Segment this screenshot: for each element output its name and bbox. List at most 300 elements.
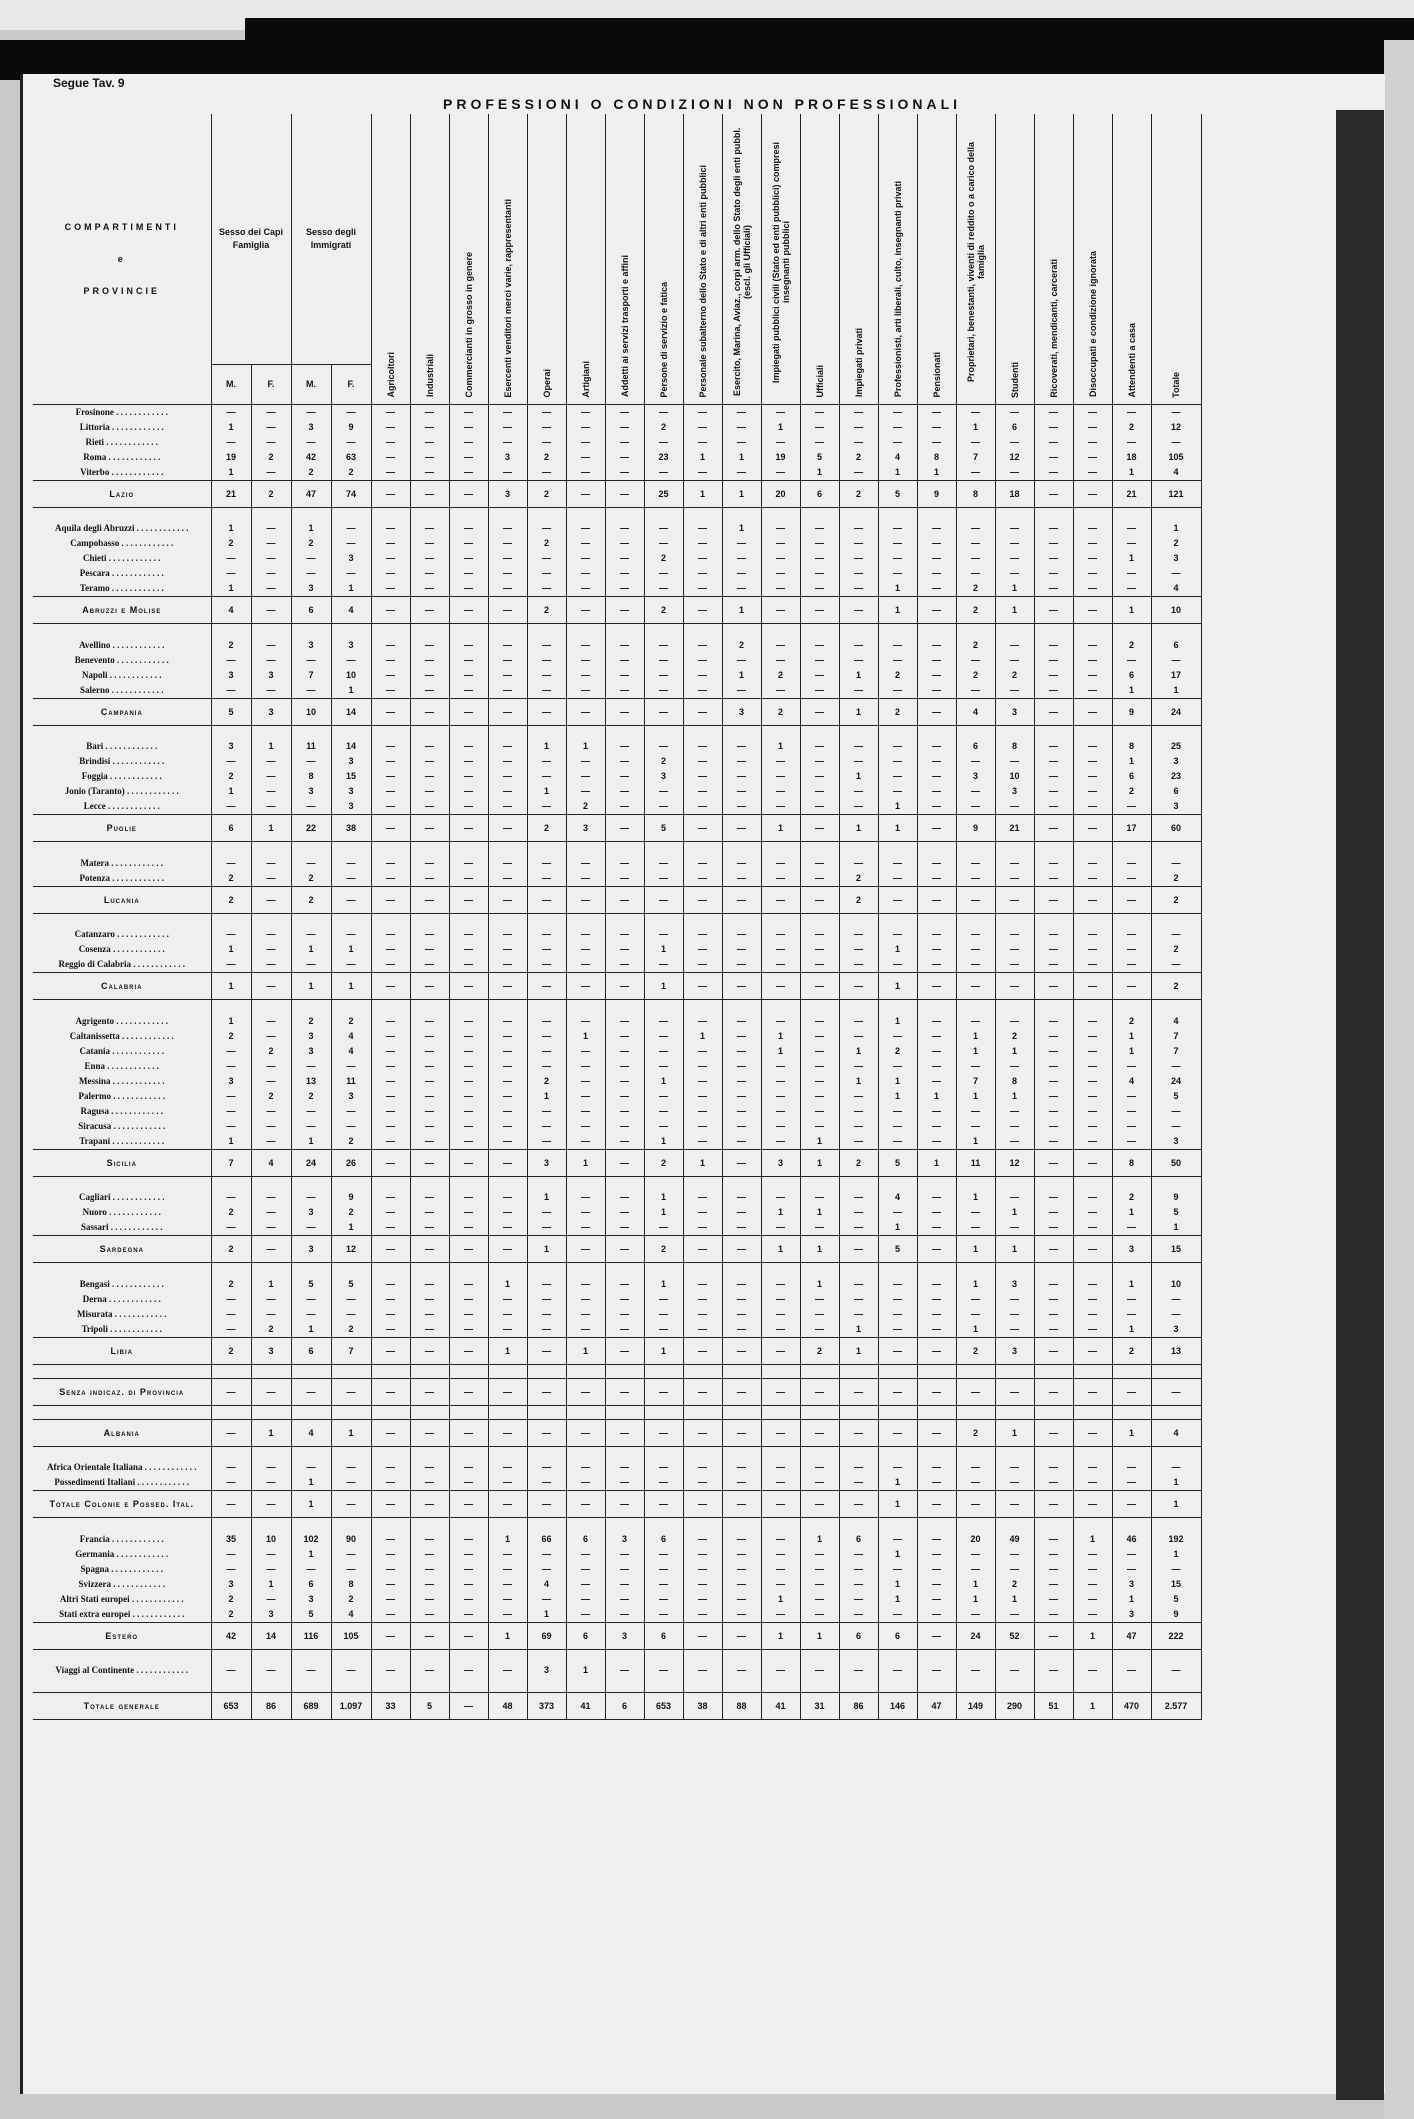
- value-cell: —: [1073, 1149, 1112, 1176]
- row-label-header: [33, 114, 211, 404]
- value-cell: —: [291, 1119, 331, 1134]
- spacer-cell: [683, 1176, 722, 1190]
- value-cell: 1: [878, 1074, 917, 1089]
- value-cell: —: [331, 1460, 371, 1475]
- value-cell: —: [956, 653, 995, 668]
- value-cell: 3: [331, 638, 371, 653]
- value-cell: —: [251, 404, 291, 420]
- value-cell: —: [1034, 638, 1073, 653]
- value-cell: 21: [995, 815, 1034, 842]
- value-cell: —: [527, 465, 566, 481]
- value-cell: —: [1073, 1134, 1112, 1150]
- value-cell: —: [449, 1592, 488, 1607]
- value-cell: —: [839, 1277, 878, 1292]
- spacer-cell: [291, 1649, 331, 1663]
- province-row: [33, 739, 1201, 754]
- value-cell: —: [1073, 957, 1112, 973]
- value-cell: —: [449, 480, 488, 507]
- value-cell: —: [956, 942, 995, 957]
- value-cell: —: [488, 1491, 527, 1518]
- value-cell: —: [371, 1460, 410, 1475]
- value-cell: —: [488, 465, 527, 481]
- value-cell: —: [644, 871, 683, 887]
- value-cell: —: [878, 784, 917, 799]
- spacer-cell: [449, 1364, 488, 1378]
- value-cell: —: [761, 1419, 800, 1446]
- spacer-cell: [527, 507, 566, 521]
- value-cell: 653: [644, 1692, 683, 1719]
- value-cell: —: [722, 1059, 761, 1074]
- value-cell: —: [761, 1460, 800, 1475]
- value-cell: —: [683, 1460, 722, 1475]
- value-cell: —: [1151, 856, 1201, 871]
- value-cell: —: [1112, 1104, 1151, 1119]
- value-cell: 1: [644, 942, 683, 957]
- spacer-cell: [527, 1263, 566, 1277]
- value-cell: —: [800, 1378, 839, 1405]
- value-cell: —: [527, 1547, 566, 1562]
- value-cell: —: [917, 1475, 956, 1491]
- value-cell: 6: [1112, 668, 1151, 683]
- spacer-cell: [605, 1000, 644, 1014]
- spacer-cell: [1073, 1405, 1112, 1419]
- value-cell: —: [251, 1134, 291, 1150]
- value-cell: 15: [1151, 1236, 1201, 1263]
- value-cell: —: [839, 404, 878, 420]
- spacer-cell: [800, 842, 839, 856]
- spacer-cell: [878, 1263, 917, 1277]
- province-name: Jonio (Taranto) . . . . . . . . . . . .: [33, 784, 211, 799]
- spacer-cell: [800, 1364, 839, 1378]
- value-cell: —: [566, 1236, 605, 1263]
- value-cell: —: [291, 1562, 331, 1577]
- value-cell: —: [211, 1044, 251, 1059]
- value-cell: —: [488, 1236, 527, 1263]
- spacer-cell: [331, 1263, 371, 1277]
- value-cell: —: [956, 784, 995, 799]
- value-cell: —: [449, 404, 488, 420]
- spacer-cell: [211, 1649, 251, 1663]
- value-cell: 1: [917, 465, 956, 481]
- value-cell: —: [917, 668, 956, 683]
- value-cell: —: [371, 1663, 410, 1678]
- province-name: Messina . . . . . . . . . . . .: [33, 1074, 211, 1089]
- total-row: [33, 1692, 1201, 1719]
- value-cell: —: [761, 435, 800, 450]
- value-cell: —: [449, 1190, 488, 1205]
- spacer-cell: [1151, 1446, 1201, 1460]
- value-cell: —: [449, 551, 488, 566]
- value-cell: —: [410, 815, 449, 842]
- spacer-cell: [917, 507, 956, 521]
- spacer-cell: [291, 624, 331, 638]
- spacer-cell: [683, 1518, 722, 1532]
- value-cell: —: [527, 668, 566, 683]
- value-cell: —: [410, 521, 449, 536]
- province-row: [33, 1577, 1201, 1592]
- spacer-cell: [331, 1446, 371, 1460]
- spacer-cell: [1073, 1518, 1112, 1532]
- spacer-cell: [644, 507, 683, 521]
- value-cell: —: [683, 1337, 722, 1364]
- value-cell: 2: [211, 871, 251, 887]
- spacer-cell: [291, 1678, 331, 1692]
- value-cell: —: [371, 856, 410, 871]
- spacer-cell: [995, 842, 1034, 856]
- value-cell: —: [566, 1491, 605, 1518]
- value-cell: —: [1034, 450, 1073, 465]
- value-cell: 3: [1151, 799, 1201, 815]
- value-cell: —: [839, 566, 878, 581]
- value-cell: —: [917, 638, 956, 653]
- value-cell: —: [1073, 1220, 1112, 1236]
- spacer-cell: [33, 1678, 211, 1692]
- value-cell: —: [1034, 815, 1073, 842]
- spacer-cell: [605, 1518, 644, 1532]
- value-cell: —: [371, 1607, 410, 1623]
- value-cell: —: [683, 521, 722, 536]
- profession-label: Pensionati: [931, 351, 942, 398]
- value-cell: —: [371, 871, 410, 887]
- spacer-cell: [251, 1364, 291, 1378]
- profession-label: Addetti ai servizi trasporti e affini: [619, 255, 630, 398]
- value-cell: —: [449, 957, 488, 973]
- spacer-cell: [839, 725, 878, 739]
- value-cell: 1: [291, 973, 331, 1000]
- value-cell: —: [761, 1119, 800, 1134]
- province-name: Rieti . . . . . . . . . . . .: [33, 435, 211, 450]
- value-cell: —: [211, 799, 251, 815]
- value-cell: —: [917, 435, 956, 450]
- spacer-cell: [917, 1649, 956, 1663]
- value-cell: —: [683, 1592, 722, 1607]
- value-cell: —: [683, 871, 722, 887]
- value-cell: —: [488, 1307, 527, 1322]
- profession-header: [449, 114, 488, 404]
- value-cell: —: [251, 1592, 291, 1607]
- value-cell: —: [211, 1562, 251, 1577]
- province-row: [33, 1547, 1201, 1562]
- value-cell: 2: [211, 1277, 251, 1292]
- value-cell: 1: [527, 784, 566, 799]
- spacer-cell: [1151, 725, 1201, 739]
- value-cell: —: [527, 799, 566, 815]
- value-cell: —: [527, 973, 566, 1000]
- value-cell: —: [878, 1378, 917, 1405]
- value-cell: —: [605, 927, 644, 942]
- value-cell: —: [331, 521, 371, 536]
- value-cell: 51: [1034, 1692, 1073, 1719]
- spacer-cell: [644, 1364, 683, 1378]
- value-cell: —: [605, 754, 644, 769]
- value-cell: —: [566, 698, 605, 725]
- value-cell: —: [410, 942, 449, 957]
- spacer-cell: [331, 1176, 371, 1190]
- value-cell: —: [917, 1044, 956, 1059]
- value-cell: —: [1073, 698, 1112, 725]
- value-cell: —: [371, 1378, 410, 1405]
- value-cell: —: [917, 799, 956, 815]
- value-cell: —: [956, 1059, 995, 1074]
- province-name: Salerno . . . . . . . . . . . .: [33, 683, 211, 699]
- value-cell: —: [449, 1562, 488, 1577]
- value-cell: —: [371, 1475, 410, 1491]
- value-cell: —: [527, 1044, 566, 1059]
- value-cell: —: [839, 1292, 878, 1307]
- value-cell: —: [410, 856, 449, 871]
- value-cell: 1: [956, 1236, 995, 1263]
- spacer-cell: [211, 1678, 251, 1692]
- value-cell: —: [527, 566, 566, 581]
- spacer-row: [33, 1518, 1201, 1532]
- value-cell: —: [683, 1532, 722, 1547]
- value-cell: —: [644, 1044, 683, 1059]
- profession-label: Operai: [541, 368, 552, 398]
- value-cell: —: [371, 1562, 410, 1577]
- total-row: [33, 886, 1201, 913]
- value-cell: —: [800, 1059, 839, 1074]
- value-cell: 6: [605, 1692, 644, 1719]
- value-cell: 4: [878, 450, 917, 465]
- value-cell: —: [1151, 1119, 1201, 1134]
- value-cell: 5: [410, 1692, 449, 1719]
- value-cell: —: [527, 1378, 566, 1405]
- value-cell: 1: [644, 1190, 683, 1205]
- value-cell: —: [449, 1089, 488, 1104]
- spacer-cell: [800, 1405, 839, 1419]
- province-name: Littoria . . . . . . . . . . . .: [33, 420, 211, 435]
- value-cell: 2: [839, 886, 878, 913]
- value-cell: —: [878, 420, 917, 435]
- value-cell: —: [839, 521, 878, 536]
- value-cell: —: [605, 1547, 644, 1562]
- spacer-cell: [1073, 1649, 1112, 1663]
- value-cell: —: [995, 1014, 1034, 1029]
- value-cell: —: [449, 1547, 488, 1562]
- value-cell: —: [995, 1562, 1034, 1577]
- province-row: [33, 1190, 1201, 1205]
- value-cell: 6: [291, 1577, 331, 1592]
- value-cell: 5: [1151, 1592, 1201, 1607]
- value-cell: —: [1034, 566, 1073, 581]
- value-cell: —: [800, 653, 839, 668]
- value-cell: —: [722, 1622, 761, 1649]
- spacer-cell: [33, 1649, 211, 1663]
- value-cell: —: [995, 1292, 1034, 1307]
- spacer-cell: [488, 1649, 527, 1663]
- value-cell: —: [878, 754, 917, 769]
- value-cell: 222: [1151, 1622, 1201, 1649]
- value-cell: —: [722, 1044, 761, 1059]
- value-cell: 1: [878, 1491, 917, 1518]
- value-cell: —: [1034, 1337, 1073, 1364]
- value-cell: 2: [761, 698, 800, 725]
- spacer-cell: [800, 1678, 839, 1692]
- value-cell: 8: [1112, 739, 1151, 754]
- value-cell: 1: [251, 1277, 291, 1292]
- value-cell: —: [251, 597, 291, 624]
- value-cell: —: [683, 942, 722, 957]
- value-cell: —: [722, 1134, 761, 1150]
- value-cell: 3: [1151, 551, 1201, 566]
- profession-label: Professionisti, arti liberali, culto, insegnanti privati: [892, 181, 903, 398]
- value-cell: —: [449, 799, 488, 815]
- value-cell: —: [761, 1663, 800, 1678]
- value-cell: 2: [644, 551, 683, 566]
- spacer-cell: [410, 1176, 449, 1190]
- value-cell: 1: [291, 1475, 331, 1491]
- value-cell: 9: [1151, 1607, 1201, 1623]
- value-cell: —: [683, 784, 722, 799]
- spacer-cell: [33, 1364, 211, 1378]
- value-cell: —: [761, 581, 800, 597]
- value-cell: 102: [291, 1532, 331, 1547]
- province-name: Bengasi . . . . . . . . . . . .: [33, 1277, 211, 1292]
- value-cell: 1: [683, 1149, 722, 1176]
- value-cell: 1: [878, 465, 917, 481]
- province-name: Aquila degli Abruzzi . . . . . . . . . . . .: [33, 521, 211, 536]
- province-name: Cagliari . . . . . . . . . . . .: [33, 1190, 211, 1205]
- value-cell: —: [1034, 1029, 1073, 1044]
- compartment-name: Libia: [33, 1337, 211, 1364]
- province-row: [33, 856, 1201, 871]
- value-cell: 1: [839, 769, 878, 784]
- spacer-cell: [566, 1678, 605, 1692]
- spacer-cell: [371, 842, 410, 856]
- value-cell: —: [410, 420, 449, 435]
- value-cell: —: [1112, 435, 1151, 450]
- spacer-cell: [566, 1000, 605, 1014]
- spacer-cell: [251, 1446, 291, 1460]
- value-cell: —: [488, 1292, 527, 1307]
- value-cell: —: [917, 536, 956, 551]
- value-cell: —: [917, 1292, 956, 1307]
- value-cell: 86: [251, 1692, 291, 1719]
- value-cell: —: [291, 957, 331, 973]
- spacer-cell: [1112, 1176, 1151, 1190]
- spacer-cell: [995, 1649, 1034, 1663]
- value-cell: —: [371, 1104, 410, 1119]
- value-cell: —: [1073, 668, 1112, 683]
- spacer-cell: [722, 1364, 761, 1378]
- value-cell: —: [371, 769, 410, 784]
- spacer-cell: [488, 1364, 527, 1378]
- value-cell: —: [449, 1322, 488, 1338]
- value-cell: 10: [1151, 597, 1201, 624]
- value-cell: —: [449, 973, 488, 1000]
- value-cell: —: [1112, 521, 1151, 536]
- value-cell: 3: [1151, 1134, 1201, 1150]
- value-cell: —: [1073, 942, 1112, 957]
- spacer-cell: [839, 507, 878, 521]
- value-cell: —: [331, 1663, 371, 1678]
- spacer-cell: [1034, 725, 1073, 739]
- value-cell: —: [410, 1292, 449, 1307]
- value-cell: —: [605, 683, 644, 699]
- value-cell: —: [839, 927, 878, 942]
- value-cell: —: [761, 1220, 800, 1236]
- value-cell: 1: [331, 1220, 371, 1236]
- value-cell: —: [566, 927, 605, 942]
- spacer-cell: [1034, 1518, 1073, 1532]
- value-cell: —: [449, 521, 488, 536]
- value-cell: —: [644, 465, 683, 481]
- value-cell: 2: [291, 1089, 331, 1104]
- value-cell: —: [488, 1547, 527, 1562]
- value-cell: —: [488, 581, 527, 597]
- value-cell: 4: [878, 1190, 917, 1205]
- value-cell: —: [800, 973, 839, 1000]
- province-row: [33, 536, 1201, 551]
- value-cell: 3: [211, 739, 251, 754]
- spacer-cell: [956, 1405, 995, 1419]
- province-row: [33, 1663, 1201, 1678]
- value-cell: —: [527, 769, 566, 784]
- value-cell: —: [761, 1190, 800, 1205]
- value-cell: —: [683, 973, 722, 1000]
- spacer-cell: [1073, 842, 1112, 856]
- value-cell: —: [1073, 886, 1112, 913]
- value-cell: 2: [1112, 638, 1151, 653]
- value-cell: —: [410, 480, 449, 507]
- spacer-cell: [605, 1649, 644, 1663]
- value-cell: —: [251, 1205, 291, 1220]
- value-cell: —: [410, 799, 449, 815]
- value-cell: —: [251, 1074, 291, 1089]
- value-cell: 2: [291, 1014, 331, 1029]
- profession-label: Industriali: [424, 354, 435, 398]
- value-cell: —: [761, 404, 800, 420]
- value-cell: —: [527, 1059, 566, 1074]
- value-cell: —: [1151, 1460, 1201, 1475]
- value-cell: 1: [644, 1277, 683, 1292]
- value-cell: 1: [878, 815, 917, 842]
- province-name: Campobasso . . . . . . . . . . . .: [33, 536, 211, 551]
- value-cell: —: [211, 1491, 251, 1518]
- profession-label: Impiegati pubblici civili (Stato ed enti pubblici) compresi insegnanti pubblici: [770, 140, 791, 383]
- value-cell: —: [566, 1014, 605, 1029]
- value-cell: 2: [644, 754, 683, 769]
- spacer-cell: [800, 1263, 839, 1277]
- value-cell: —: [605, 1014, 644, 1029]
- value-cell: —: [527, 1134, 566, 1150]
- value-cell: —: [644, 1663, 683, 1678]
- spacer-cell: [800, 725, 839, 739]
- value-cell: —: [488, 521, 527, 536]
- spacer-cell: [878, 507, 917, 521]
- value-cell: —: [917, 1119, 956, 1134]
- spacer-cell: [1073, 1364, 1112, 1378]
- spacer-cell: [839, 1678, 878, 1692]
- value-cell: —: [761, 871, 800, 887]
- province-name: Tripoli . . . . . . . . . . . .: [33, 1322, 211, 1338]
- value-cell: —: [878, 1337, 917, 1364]
- total-row: [33, 1419, 1201, 1446]
- value-cell: —: [1034, 1378, 1073, 1405]
- value-cell: 9: [1112, 698, 1151, 725]
- value-cell: —: [683, 638, 722, 653]
- value-cell: —: [605, 886, 644, 913]
- value-cell: —: [605, 942, 644, 957]
- value-cell: 2: [527, 597, 566, 624]
- value-cell: —: [800, 435, 839, 450]
- value-cell: —: [800, 420, 839, 435]
- value-cell: —: [839, 739, 878, 754]
- spacer-cell: [683, 1364, 722, 1378]
- value-cell: —: [644, 566, 683, 581]
- value-cell: —: [1073, 581, 1112, 597]
- value-cell: 1: [527, 1236, 566, 1263]
